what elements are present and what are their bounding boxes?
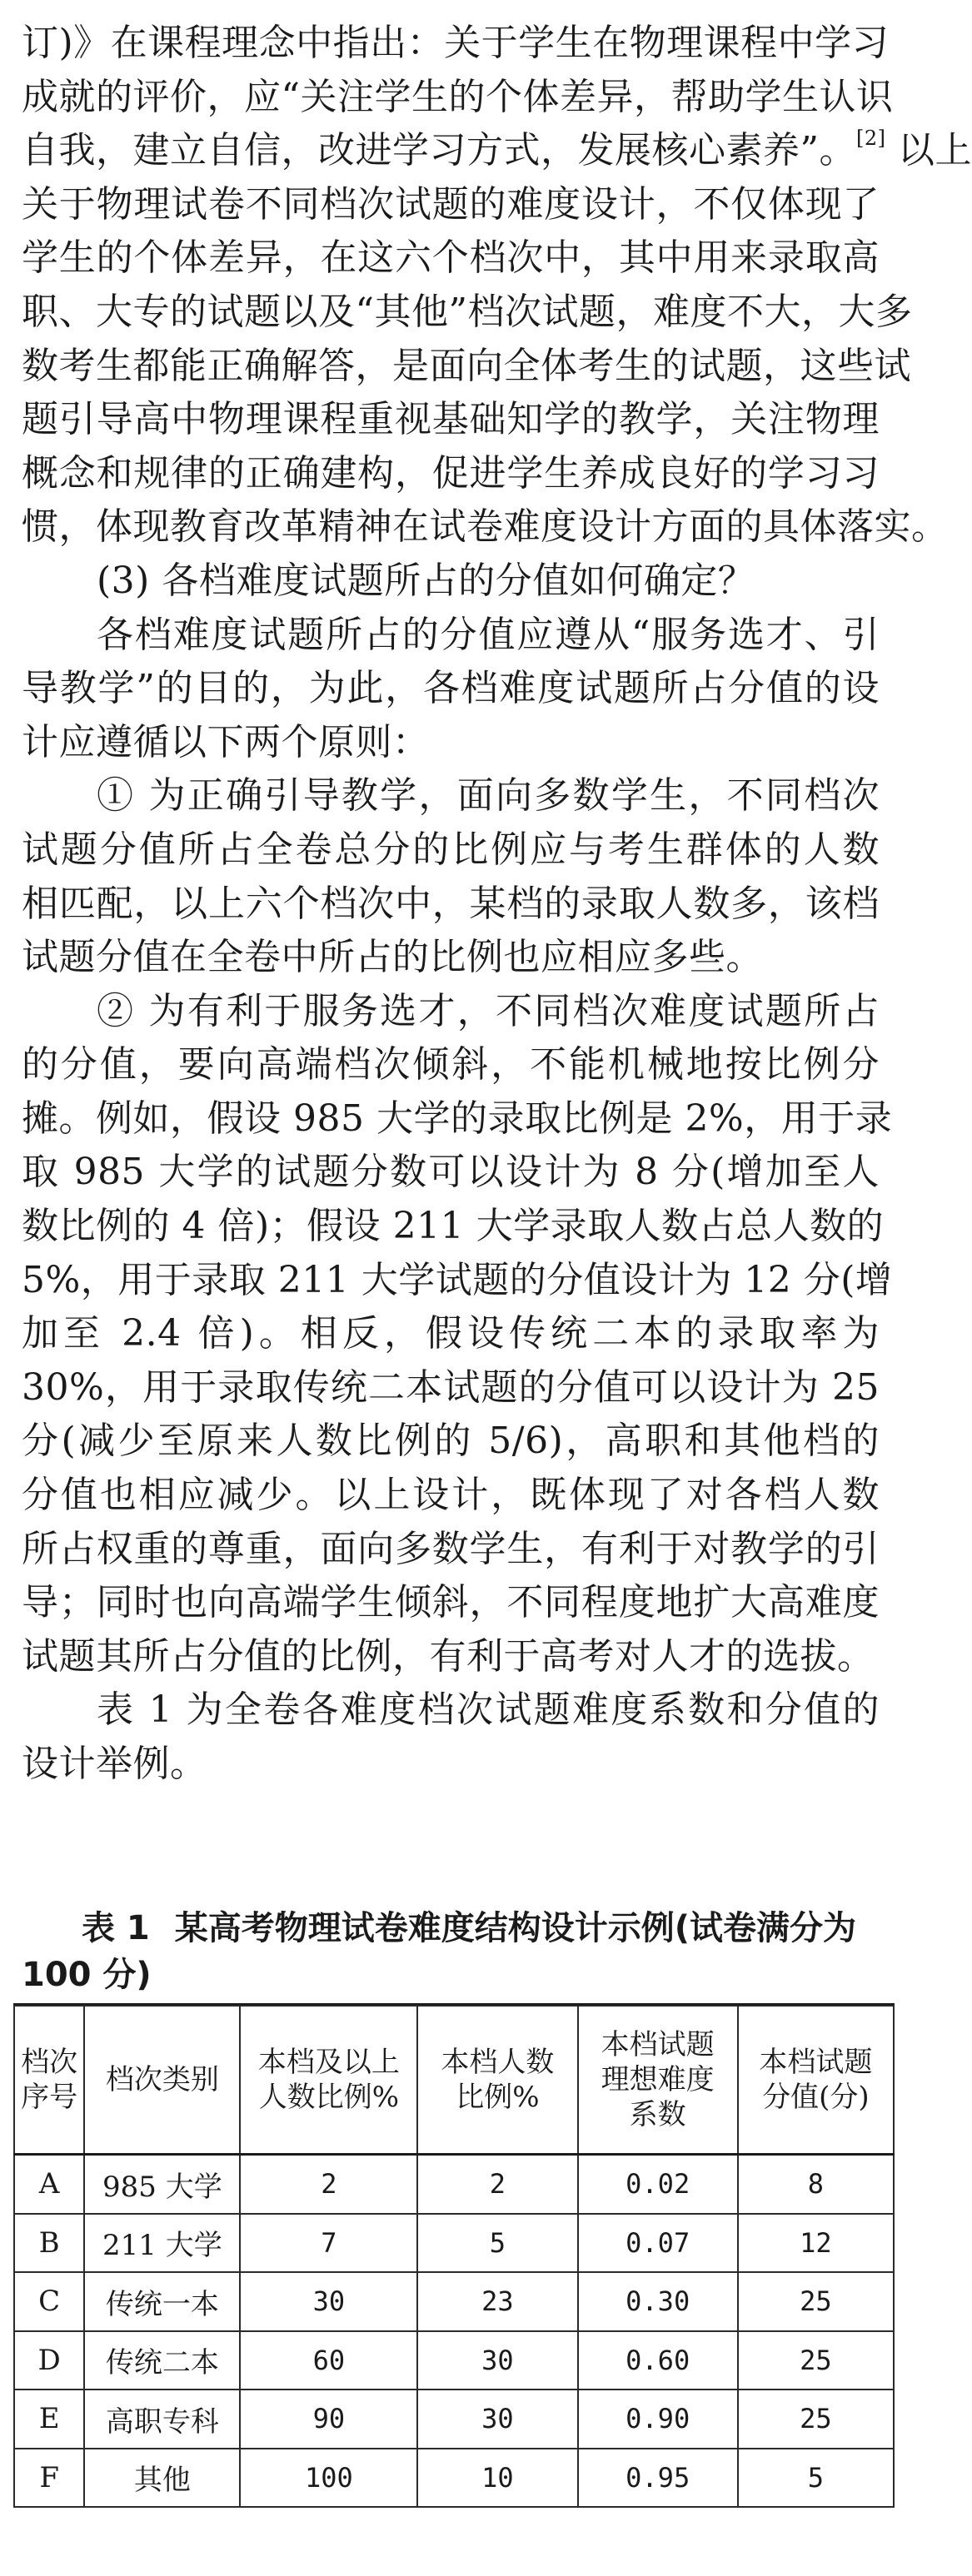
text-line-content: 30%，用于录取传统二本试题的分值可以设计为 25 [22, 1365, 880, 1409]
text-line [22, 393, 880, 447]
text-line-content: 成就的评价，应“关注学生的个体差异，帮助学生认识 [22, 75, 894, 118]
text-line-content: 所占权重的尊重，面向多数学生，有利于对教学的引 [22, 1527, 880, 1570]
text-line [22, 1254, 893, 1308]
text-line [22, 286, 913, 340]
column-header-line: 本档人数 [441, 2046, 555, 2079]
column-header [417, 2006, 577, 2155]
text-line [22, 662, 880, 716]
table-row [14, 2331, 894, 2390]
table-row [14, 2390, 894, 2449]
column-header [84, 2006, 240, 2155]
table-title-cont: 100 分) [22, 1956, 152, 1994]
text-line-content: 的分值，要向高端档次倾斜，不能机械地按比例分 [22, 1043, 880, 1087]
text-line-content: 导教学”的目的，为此，各档难度试题所占分值的设 [22, 667, 880, 710]
text-line [22, 878, 880, 932]
table-cell: 0.30 [578, 2272, 738, 2331]
text-line [22, 554, 880, 609]
table-cell: 985 大学 [84, 2155, 240, 2214]
text-line-content: 计应遵循以下两个原则： [22, 720, 430, 763]
text-line [22, 500, 949, 554]
text-line [22, 17, 890, 71]
table-cell: 100 [240, 2449, 417, 2508]
table-cell: D [14, 2331, 84, 2390]
table-cell: 2 [417, 2155, 577, 2214]
column-header-line: 系数 [629, 2098, 686, 2131]
column-header-line: 档次类别 [105, 2063, 219, 2096]
table-header-row [14, 2006, 894, 2155]
text-line-content: 惯，体现教育改革精神在试卷难度设计方面的具体落实。 [22, 505, 949, 549]
column-header [738, 2006, 894, 2155]
table-cell: 90 [240, 2390, 417, 2449]
text-line-content: 学生的个体差异，在这六个档次中，其中用来录取高 [22, 236, 880, 280]
table-cell: 传统二本 [84, 2331, 240, 2390]
text-line [22, 1307, 880, 1361]
text-line-content: 概念和规律的正确建构，促进学生养成良好的学习习 [22, 451, 880, 495]
column-header-line: 比例% [456, 2081, 540, 2114]
text-line [22, 1361, 880, 1415]
column-header-line: 序号 [21, 2081, 78, 2114]
text-line [22, 1469, 880, 1523]
column-header [14, 2006, 84, 2155]
column-header-line: 本档及以上 [257, 2046, 400, 2079]
column-header-line: 分值(分) [762, 2081, 870, 2114]
column-header-line: 人数比例% [258, 2081, 400, 2114]
text-line [22, 340, 911, 394]
text-line-content: 关于物理试卷不同档次试题的难度设计，不仅体现了 [22, 182, 880, 226]
text-line-content: ② 为有利于服务选才，不同档次难度试题所占 [97, 989, 880, 1032]
text-line-content: 表 1 为全卷各难度档次试题难度系数和分值的 [97, 1688, 880, 1732]
text-line-content: 分值也相应减少。以上设计，既体现了对各档人数 [22, 1474, 880, 1517]
text-line-content: 加至 2.4 倍)。相反，假设传统二本的录取率为 [22, 1312, 880, 1355]
body-text [22, 17, 972, 1792]
text-line-content: 分(减少至原来人数比例的 5/6)，高职和其他档的 [22, 1420, 880, 1463]
table-cell: 0.90 [578, 2390, 738, 2449]
text-line [22, 1630, 880, 1684]
text-line-content: 各档难度试题所占的分值应遵从“服务选才、引 [97, 613, 880, 656]
text-line-content: 数考生都能正确解答，是面向全体考生的试题，这些试 [22, 344, 911, 387]
text-line [22, 609, 880, 663]
table-cell: 25 [738, 2390, 894, 2449]
column-header-line: 本档试题 [601, 2028, 715, 2061]
table-cell: E [14, 2390, 84, 2449]
text-line-content: 相匹配，以上六个档次中，某档的录取人数多，该档 [22, 882, 880, 925]
table-row [14, 2272, 894, 2331]
table-cell: 10 [417, 2449, 577, 2508]
table-cell: 30 [417, 2390, 577, 2449]
table-cell: 0.95 [578, 2449, 738, 2508]
table-cell: 0.07 [578, 2214, 738, 2273]
table-cell: 传统一本 [84, 2272, 240, 2331]
text-line [22, 1576, 880, 1630]
text-line-content: ① 为正确引导教学，面向多数学生，不同档次 [97, 774, 880, 818]
text-line [22, 1146, 880, 1200]
table-cell: 30 [240, 2272, 417, 2331]
table-cell: 5 [738, 2449, 894, 2508]
text-line-content: 试题分值在全卷中所占的比例也应相应多些。 [22, 936, 763, 979]
text-line [22, 1415, 880, 1469]
table-title: 某高考物理试卷难度结构设计示例(试卷满分为 [174, 1909, 857, 1947]
text-line [22, 931, 880, 985]
table-cell: B [14, 2214, 84, 2273]
text-line-content: 导；同时也向高端学生倾斜，不同程度地扩大高难度 [22, 1581, 880, 1624]
table-cell: 60 [240, 2331, 417, 2390]
text-line [22, 823, 880, 878]
text-line [22, 1200, 885, 1254]
text-line [22, 71, 894, 125]
table-cell: 25 [738, 2331, 894, 2390]
text-line [22, 1738, 880, 1792]
text-line-content: 5%，用于录取 211 大学试题的分值设计为 12 分(增 [22, 1258, 893, 1301]
text-line [22, 1523, 880, 1577]
table-number: 表 1 [82, 1909, 150, 1947]
table-cell: 0.60 [578, 2331, 738, 2390]
table-cell: 2 [240, 2155, 417, 2214]
text-line-content: 摊。例如，假设 985 大学的录取比例是 2%，用于录 [22, 1097, 893, 1140]
table-caption [22, 1905, 880, 1998]
column-header-line: 档次 [21, 2046, 78, 2079]
text-line [22, 985, 880, 1039]
table-cell: 30 [417, 2331, 577, 2390]
text-line-tail: 以上 [885, 129, 972, 172]
table-row [14, 2449, 894, 2508]
text-line [22, 1683, 880, 1738]
text-line-content: 数比例的 4 倍)；假设 211 大学录取人数占总人数的 [22, 1205, 885, 1248]
table-body [14, 2155, 894, 2508]
text-line-content: 职、大专的试题以及“其他”档次试题，难度不大，大多 [22, 290, 913, 333]
table-cell: 25 [738, 2272, 894, 2331]
table-cell: 8 [738, 2155, 894, 2214]
text-line [22, 1038, 880, 1092]
text-line [22, 447, 880, 501]
citation-ref: [2] [856, 126, 886, 150]
text-line-content: 题引导高中物理课程重视基础知学的教学，关注物理 [22, 398, 880, 441]
text-line-content: (3) 各档难度试题所占的分值如何确定？ [97, 559, 755, 602]
column-header [240, 2006, 417, 2155]
table-cell: 高职专科 [84, 2390, 240, 2449]
text-line [22, 716, 880, 770]
table-row [14, 2214, 894, 2273]
column-header-line: 本档试题 [759, 2046, 873, 2079]
text-line-content: 订)》在课程理念中指出：关于学生在物理课程中学习 [22, 22, 890, 64]
text-line [22, 1092, 893, 1146]
text-line [22, 231, 880, 286]
table-cell: 12 [738, 2214, 894, 2273]
text-line [22, 769, 880, 823]
table-cell: 5 [417, 2214, 577, 2273]
difficulty-table [13, 2005, 895, 2508]
table-cell: C [14, 2272, 84, 2331]
column-header [578, 2006, 738, 2155]
table-cell: 7 [240, 2214, 417, 2273]
column-header-line: 理想难度 [601, 2063, 715, 2096]
text-line-content: 试题分值所占全卷总分的比例应与考生群体的人数 [22, 828, 880, 871]
text-line-content: 自我，建立自信，改进学习方式，发展核心素养”。 [22, 129, 856, 172]
text-line [22, 124, 972, 178]
table-cell: 0.02 [578, 2155, 738, 2214]
table-cell: 23 [417, 2272, 577, 2331]
table-cell: F [14, 2449, 84, 2508]
text-line-content: 试题其所占分值的比例，有利于高考对人才的选拔。 [22, 1634, 875, 1678]
text-line-content: 设计举例。 [22, 1743, 207, 1785]
text-line [22, 178, 880, 232]
table-cell: A [14, 2155, 84, 2214]
table-cell: 211 大学 [84, 2214, 240, 2273]
text-line-content: 取 985 大学的试题分数可以设计为 8 分(增加至人 [22, 1151, 880, 1194]
table-cell: 其他 [84, 2449, 240, 2508]
table-row [14, 2155, 894, 2214]
